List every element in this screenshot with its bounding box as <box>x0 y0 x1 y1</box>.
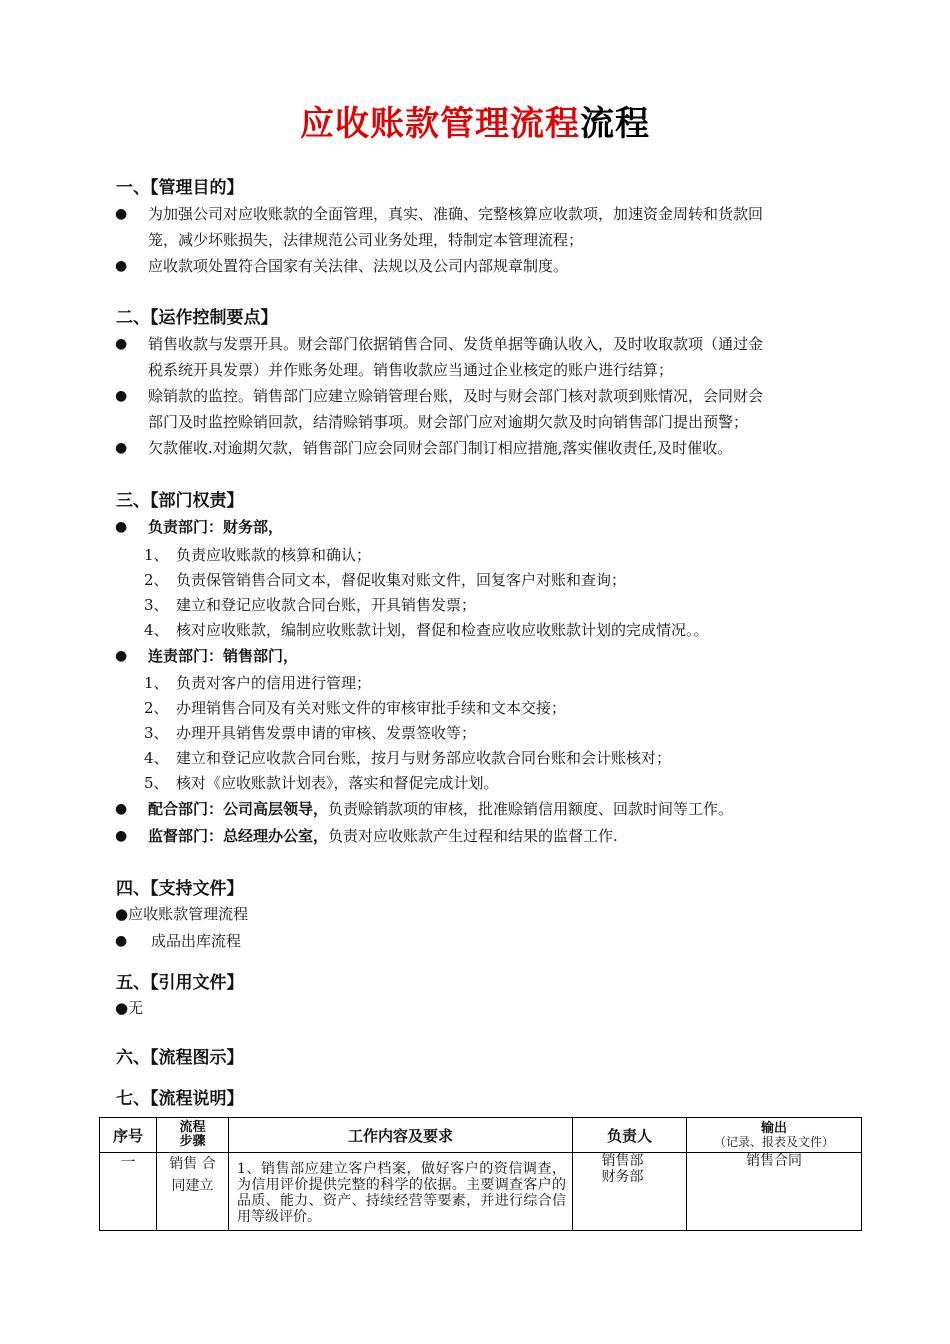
s1-b2: 应收款项处置符合国家有关法律、法规以及公司内部规章制度。 <box>148 257 569 275</box>
process-table <box>99 1117 862 1231</box>
section-3-heading: 三、【部门权责】 <box>116 491 244 511</box>
cell-owner-l1: 销售部 <box>601 1153 644 1169</box>
support-file-1: ●应收账款管理流程 <box>115 905 249 923</box>
header-output-l2: （记录、报表及文件） <box>713 1134 834 1149</box>
supervising-dept-text: 负责对应收账款产生过程和结果的监督工作. <box>328 827 618 845</box>
title-black: 流程 <box>580 104 650 144</box>
header-step-l1: 流程 <box>179 1120 206 1135</box>
responsible-item: 2、 负责保管销售合同文本，督促收集对账文件，回复客户对账和查询； <box>144 571 627 589</box>
s2-b1-l1: 销售收款与发票开具。财会部门依据销售合同、发货单据等确认收入，及时收取款项（通过金 <box>148 335 764 353</box>
bullet-icon: ● <box>115 828 128 844</box>
s2-b1-l2: 税系统开具发票）并作账务处理。销售收款应当通过企业核定的账户进行结算； <box>148 361 674 379</box>
section-2-heading: 二、【运作控制要点】 <box>116 308 278 328</box>
bullet-icon: ● <box>115 258 128 274</box>
s2-b2-l1: 赊销款的监控。销售部门应建立赊销管理台账，及时与财会部门核对款项到账情况，会同财会 <box>148 387 764 405</box>
joint-item: 4、 建立和登记应收款合同台账，按月与财务部应收款合同台账和会计账核对； <box>144 749 672 767</box>
cell-owner <box>573 1153 687 1231</box>
section-4-heading: 四、【支持文件】 <box>116 879 244 899</box>
responsible-item: 1、 负责应收账款的核算和确认； <box>144 546 372 564</box>
title-red: 应收账款管理流程 <box>300 104 580 144</box>
s2-b2-l2: 部门及时监控赊销回款，结清赊销事项。财会部门应对逾期欠款及时向销售部门提出预警； <box>148 413 749 431</box>
reference-file: ●无 <box>115 999 144 1017</box>
table-header-row <box>100 1118 862 1153</box>
cell-owner-l2: 财务部 <box>601 1169 644 1185</box>
s2-b3: 欠款催收.对逾期欠款，销售部门应会同财会部门制订相应措施,落实催收责任,及时催收。 <box>148 439 733 457</box>
bullet-icon: ● <box>115 388 128 404</box>
joint-item: 3、 办理开具销售发票申请的审核、发票签收等； <box>144 724 477 742</box>
joint-item: 5、 核对《应收账款计划表》，落实和督促完成计划。 <box>144 774 499 792</box>
cell-output: 销售合同 <box>687 1153 862 1231</box>
bullet-icon: ● <box>115 648 128 664</box>
page-title <box>0 96 950 145</box>
bullet-icon: ● <box>115 801 128 817</box>
bullet-icon: ● <box>115 440 128 456</box>
s1-b1-l2: 笼，减少坏账损失，法律规范公司业务处理，特制定本管理流程； <box>148 231 584 249</box>
responsible-item: 3、 建立和登记应收款合同台账，开具销售发票； <box>144 596 477 614</box>
supervising-dept <box>148 826 618 846</box>
header-output-l1: 输出 <box>760 1120 787 1136</box>
cooperating-dept <box>148 799 733 819</box>
bullet-icon: ● <box>115 933 128 949</box>
cell-step-l1: 销售 合 <box>169 1156 216 1172</box>
header-step <box>157 1118 229 1153</box>
cell-step <box>157 1153 229 1231</box>
section-6-heading: 六、【流程图示】 <box>116 1048 244 1068</box>
cell-seq: 一 <box>100 1153 157 1231</box>
bullet-icon: ● <box>115 206 128 222</box>
table-row <box>100 1153 862 1231</box>
section-7-heading: 七、【流程说明】 <box>116 1089 244 1109</box>
header-step-l2: 步骤 <box>179 1134 206 1149</box>
cooperating-dept-text: 负责赊销款项的审核，批准赊销信用额度、回款时间等工作。 <box>328 800 734 818</box>
cell-content: 1、销售部应建立客户档案，做好客户的资信调查，为信用评价提供完整的科学的依据。主要调查客户的品质、能力、资产、持续经营等要素，并进行综合信用等级评价。 <box>229 1153 573 1231</box>
responsible-item: 4、 核对应收账款，编制应收账款计划，督促和检查应收应收账款计划的完成情况。。 <box>144 621 709 639</box>
bullet-icon: ● <box>115 336 128 352</box>
section-5-heading: 五、【引用文件】 <box>116 973 244 993</box>
header-seq: 序号 <box>100 1118 157 1153</box>
joint-dept: 连责部门：销售部门， <box>148 647 299 665</box>
responsible-dept: 负责部门：财务部， <box>148 518 284 536</box>
supervising-dept-label: 监督部门：总经理办公室， <box>148 827 329 845</box>
header-owner: 负责人 <box>573 1118 687 1153</box>
s1-b1-l1: 为加强公司对应收账款的全面管理，真实、准确、完整核算应收款项，加速资金周转和货款回 <box>148 205 764 223</box>
header-content: 工作内容及要求 <box>229 1118 573 1153</box>
header-output <box>687 1118 862 1153</box>
cooperating-dept-label: 配合部门：公司高层领导， <box>148 800 329 818</box>
bullet-icon: ● <box>115 519 128 535</box>
joint-item: 2、 办理销售合同及有关对账文件的审核审批手续和文本交接； <box>144 699 567 717</box>
cell-step-l2: 同建立 <box>171 1178 214 1194</box>
joint-item: 1、 负责对客户的信用进行管理； <box>144 674 372 692</box>
support-file-2: 成品出库流程 <box>151 932 242 950</box>
section-1-heading: 一、【管理目的】 <box>116 178 244 198</box>
